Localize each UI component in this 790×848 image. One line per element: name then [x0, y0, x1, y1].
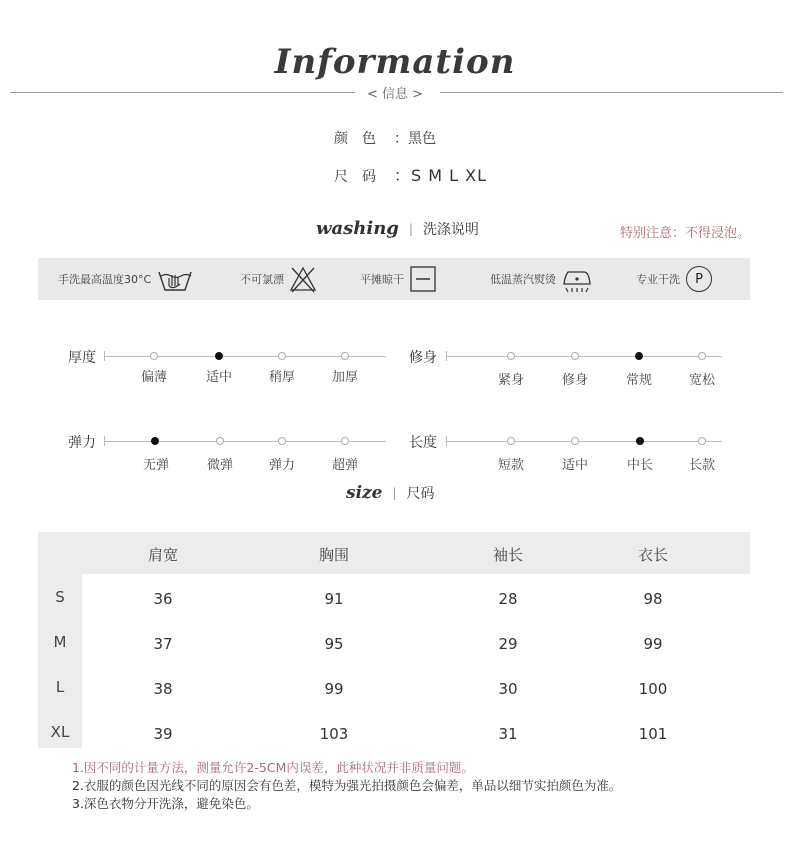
subtitle-text: < 信息 >: [359, 87, 431, 102]
wash-item-hand-wash: [58, 258, 195, 300]
table-cell: 98: [643, 590, 663, 608]
table-cell: 28: [498, 590, 518, 608]
table-cell: 37: [153, 635, 173, 653]
size-value: ：S M L XL: [394, 166, 488, 185]
scale-elasticity-option: 超弹: [331, 458, 358, 473]
scale-elasticity-option: 弹力: [268, 458, 295, 473]
scale-thickness-dot-selected: [215, 352, 223, 360]
scale-length-dot-selected: [636, 437, 644, 445]
scale-fit-dot: [571, 352, 579, 360]
wash-item-label: 不可氯漂: [240, 273, 284, 286]
washing-title: 洗涤说明: [422, 221, 479, 238]
table-cell: 36: [153, 590, 173, 608]
scale-fit-dot-selected: [635, 352, 643, 360]
scale-elasticity-option: 无弹: [142, 458, 169, 473]
size-label: 尺码: [334, 169, 390, 185]
dry-clean-icon: P: [686, 266, 712, 292]
scale-thickness-label: 厚度: [68, 350, 96, 366]
color-value: ：黑色: [394, 131, 436, 147]
scale-length-option: 长款: [688, 458, 715, 473]
wash-item-dry-flat: [360, 258, 438, 300]
column-header: 袖长: [492, 546, 523, 564]
scale-length-dot: [698, 437, 706, 445]
color-row: [334, 128, 436, 148]
scale-elasticity-option: 微弹: [206, 458, 233, 473]
row-label: L: [55, 678, 65, 696]
note-item: 2.衣服的颜色因光线不同的原因会有色差，模特为强光拍摄颜色会偏差，单品以细节实拍颜色为准。: [72, 778, 622, 793]
scale-fit-option: 宽松: [688, 373, 715, 388]
table-cell: 30: [498, 680, 518, 698]
scale-thickness-option: 适中: [205, 370, 232, 385]
dry-flat-icon: [408, 265, 438, 293]
low-iron-icon: [560, 264, 594, 294]
scale-elasticity-label: 弹力: [68, 435, 96, 451]
row-label: M: [53, 633, 67, 651]
size-row: [334, 163, 487, 186]
table-cell: 39: [153, 725, 173, 743]
size-heading: [346, 483, 435, 503]
wash-item-dry-clean: [636, 258, 712, 300]
scale-thickness-dot: [341, 352, 349, 360]
wash-item-label: 低温蒸汽熨烫: [490, 273, 556, 286]
scale-fit-option: 紧身: [497, 373, 524, 388]
table-cell: 29: [498, 635, 518, 653]
note-item: 1.因不同的计量方法，测量允许2-5CM内误差，此种状况并非质量问题。: [72, 760, 474, 775]
hand-wash-icon: [155, 264, 195, 294]
washing-separator: |: [408, 221, 413, 236]
table-cell: 91: [324, 590, 344, 608]
wash-item-label: 手洗最高温度30°C: [58, 273, 152, 286]
size-script-title: size: [346, 483, 383, 503]
scale-elasticity-dot-selected: [151, 437, 159, 445]
scale-fit-option: 修身: [561, 373, 588, 388]
size-separator: |: [392, 486, 397, 500]
wash-item-low-iron: [490, 258, 594, 300]
size-title: 尺码: [406, 486, 435, 502]
note-item: 3.深色衣物分开洗涤，避免染色。: [72, 796, 259, 811]
wash-item-no-bleach: [240, 258, 318, 300]
scale-elasticity-dot: [278, 437, 286, 445]
table-cell: 100: [638, 680, 668, 698]
scale-thickness-option: 稍厚: [268, 370, 295, 385]
color-label: 颜色: [334, 131, 390, 147]
row-label: XL: [50, 723, 70, 741]
scale-fit-dot: [507, 352, 515, 360]
scale-elasticity-dot: [216, 437, 224, 445]
scale-thickness-tick: [104, 351, 105, 361]
scale-length-option: 中长: [626, 458, 653, 473]
scale-fit-dot: [698, 352, 706, 360]
table-cell: 99: [324, 680, 344, 698]
scale-thickness-option: 偏薄: [140, 370, 167, 385]
scale-length-dot: [571, 437, 579, 445]
washing-script-title: washing: [316, 218, 399, 239]
scale-elasticity-tick: [104, 436, 105, 446]
wash-item-label: 平摊晾干: [360, 273, 404, 286]
scale-fit-tick: [446, 351, 447, 361]
table-cell: 38: [153, 680, 173, 698]
scale-length-track: [446, 441, 722, 442]
wash-item-label: 专业干洗: [636, 273, 680, 286]
table-cell: 95: [324, 635, 344, 653]
row-label: S: [55, 588, 65, 606]
scale-fit-label: 修身: [409, 350, 437, 366]
table-cell: 99: [643, 635, 663, 653]
scale-thickness-dot: [150, 352, 158, 360]
scale-length-option: 短款: [497, 458, 524, 473]
table-cell: 101: [638, 725, 668, 743]
column-header: 胸围: [318, 546, 349, 564]
scale-fit-option: 常规: [625, 373, 652, 388]
page-subtitle: [0, 83, 790, 102]
special-note: 特别注意：不得浸泡。: [620, 226, 751, 241]
scale-length-option: 适中: [561, 458, 588, 473]
scale-thickness-option: 加厚: [331, 370, 358, 385]
scale-thickness-dot: [278, 352, 286, 360]
scale-length-label: 长度: [409, 435, 437, 451]
scale-elasticity-dot: [341, 437, 349, 445]
table-cell: 31: [498, 725, 518, 743]
scale-fit-track: [446, 356, 722, 357]
scale-length-tick: [446, 436, 447, 446]
column-header: 肩宽: [147, 546, 178, 564]
table-cell: 103: [319, 725, 349, 743]
column-header: 衣长: [637, 546, 668, 564]
page-title: Information: [274, 42, 516, 82]
washing-heading: [316, 218, 479, 239]
notes: [72, 759, 621, 813]
scale-length-dot: [507, 437, 515, 445]
no-bleach-icon: [288, 265, 318, 293]
wash-care-panel: [38, 258, 750, 300]
